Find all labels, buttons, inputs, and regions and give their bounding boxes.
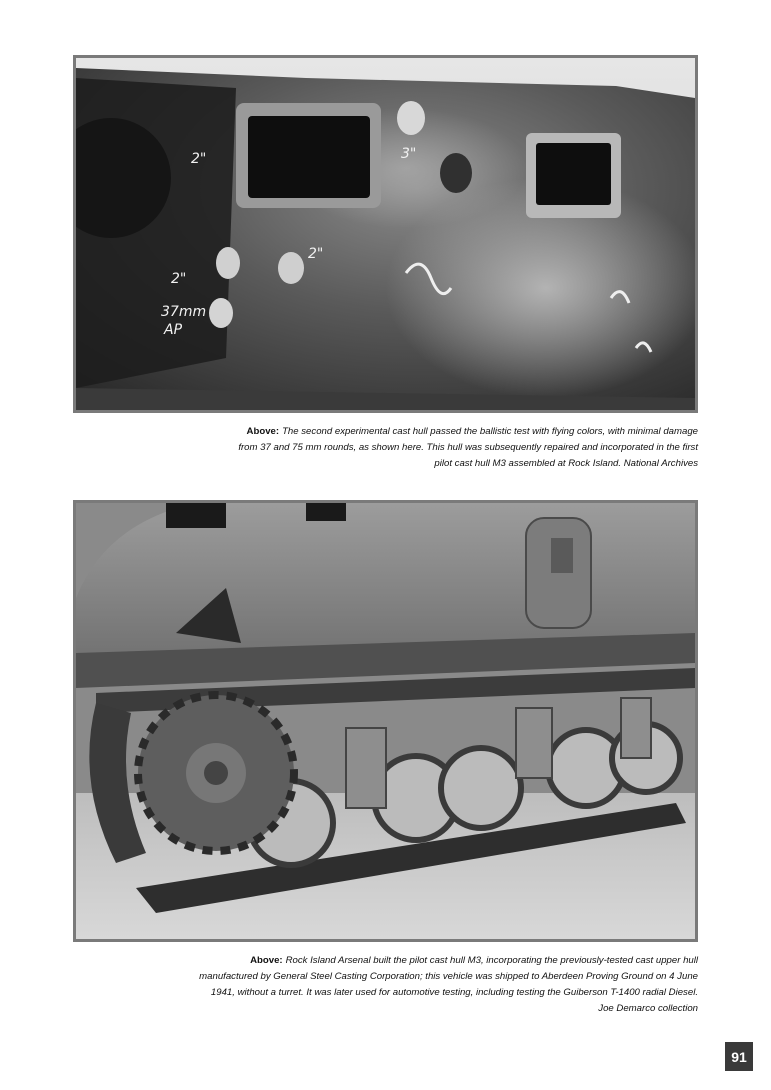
road-wheel — [441, 748, 521, 828]
bogie-bracket — [346, 728, 386, 808]
impact-mark — [397, 101, 425, 135]
impact-mark — [216, 247, 240, 279]
bogie-bracket — [621, 698, 651, 758]
driver-hatch-opening — [248, 116, 370, 198]
caption-text: Rock Island Arsenal built the pilot cast hull M3, incorporating the previously-tested cast upper hull manufactured by General Steel Casting Corporation; this vehicle was shipped to Aberdeen Proving Ground on 4 June 1941, without a turret. It was later used for automotive testing, including testing the Guiberson T-1400 radial Diesel. Joe Demarco collection — [199, 955, 698, 1014]
chalk-mark: 37mm — [161, 304, 207, 320]
caption-bottom-photo — [198, 953, 698, 1017]
chalk-mark: 2" — [308, 246, 324, 262]
chalk-mark: 2" — [191, 151, 207, 167]
chalk-mark: 3" — [401, 146, 417, 162]
m3-photo-illustration — [76, 503, 695, 939]
bogie-bracket — [516, 708, 552, 778]
hull-photo-illustration — [76, 58, 695, 410]
caption-text: The second experimental cast hull passed the ballistic test with flying colors, with minimal damage from 37 and 75 mm rounds, as shown here. This hull was subsequently repaired and incorporated in the first pilot cast hull M3 assembled at Rock Island. National Archives — [238, 426, 698, 469]
upper-vision-slot — [166, 503, 226, 528]
chalk-mark: AP — [164, 322, 183, 338]
page-number: 91 — [725, 1042, 753, 1071]
caption-top-photo — [228, 424, 698, 472]
caption-lead: Above: — [246, 426, 280, 437]
sprocket-center — [204, 761, 228, 785]
chalk-mark: 2" — [171, 271, 187, 287]
upper-vision-slot — [306, 503, 346, 521]
impact-mark — [278, 252, 304, 284]
caption-lead: Above: — [250, 955, 283, 966]
photo-cast-hull-ballistic-test — [73, 55, 698, 413]
impact-mark — [209, 298, 233, 328]
photo-pilot-cast-hull-m3 — [73, 500, 698, 942]
vision-port-opening — [536, 143, 611, 205]
impact-mark — [440, 153, 472, 193]
pistol-port — [551, 538, 573, 573]
